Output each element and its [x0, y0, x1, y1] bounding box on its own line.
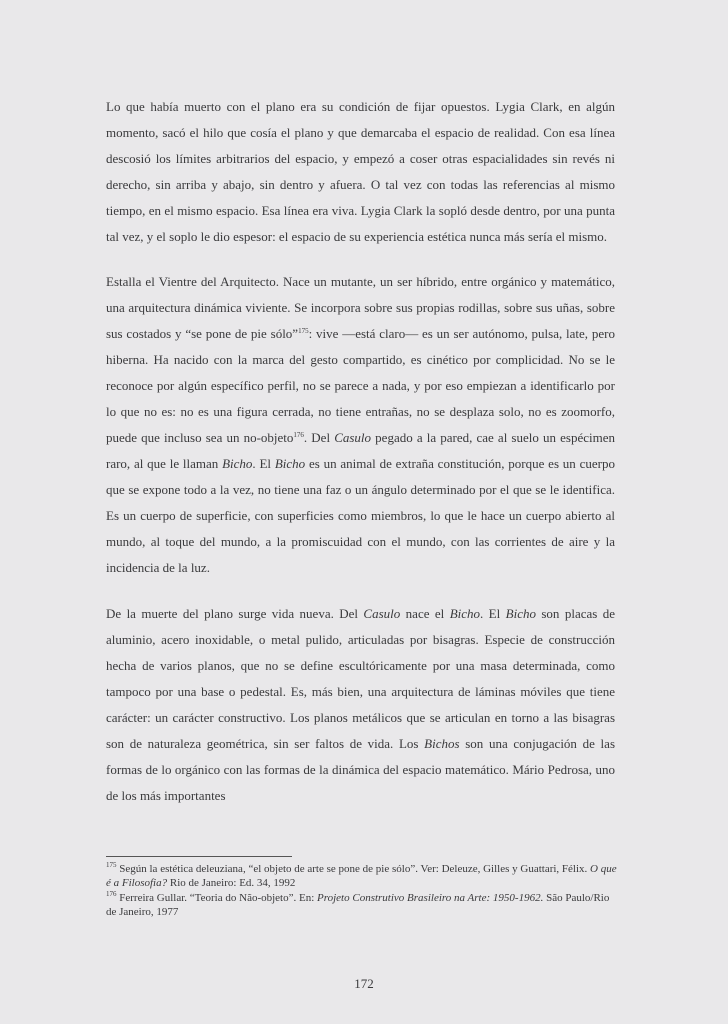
italic-term: Bicho: [505, 606, 536, 621]
paragraph-3-text: son una conjugación de las formas de lo orgánico con las formas de la dinámica del espacio matemático. Mário Pedrosa, uno de los más importantes: [106, 736, 616, 803]
footnote-text: Según la estética deleuziana, “el objeto de arte se pone de pie sólo”. Ver: Deleuze, Gilles y Guattari, Félix.: [116, 863, 591, 875]
paragraph-2-text: . Del: [303, 430, 335, 445]
italic-term: Bicho: [274, 456, 306, 471]
paragraph-2-text: Estalla el Vientre del Arquitecto. Nace un mutante, un ser híbrido, entre orgánico y matemático, una arquitectura dinámica viviente. Se incorpora sobre sus propias rodillas, sobre sus uñas, sobre sus costados y “se pone de pie sólo”: [106, 274, 615, 341]
footnote-title: O que é a Filosofia?: [106, 863, 617, 889]
footnote-text: Rio de Janeiro: Ed. 34, 1992: [167, 877, 296, 889]
paragraph-2-text: es un animal de extraña constitución, porque es un cuerpo que se expone todo a la vez, no tiene una faz o un ángulo determinado por el que se le identifica. Es un cuerpo de superficie, con superficies como miembros, lo que le hace un cuerpo abierto al mundo, al toque del mundo, a la promiscuidad con el mundo, con las corrientes de aire y la incidencia de la luz.: [106, 456, 615, 575]
paragraph-2-text: . El: [252, 456, 275, 471]
italic-term: Casulo: [363, 606, 401, 621]
paragraph-2-text: : vive —está claro— es un ser autónomo, pulsa, late, pero hiberna. Ha nacido con la marca del gesto compartido, es cinético por complicidad. No se le reconoce por algún específico perfil, no se parece a nada, y por eso empiezan a identificarlo por lo que no es: no es una figura cerrada, no tiene entrañas, no se desplaza solo, no es zoomorfo, puede que incluso sea un no-objeto: [106, 326, 615, 445]
paragraph-3-text: . El: [480, 606, 506, 621]
paragraph-3: [106, 601, 615, 809]
footnote-ref-175[interactable]: 175: [298, 327, 309, 335]
footnote-text: São Paulo/Rio de Janeiro, 1977: [106, 892, 610, 918]
paragraph-1: [106, 94, 615, 250]
body-text: [106, 94, 615, 826]
paragraph-3-text: son placas de aluminio, acero inoxidable, o metal pulido, articuladas por bisagras. Especie de construcción hecha de varios planos, que no se define escultóricamente por una masa determinada, como tampoco por una base o pedestal. Es, más bien, una arquitectura de láminas móviles que tiene carácter: un carácter constructivo. Los planos metálicos que se articulan en torno a las bisagras son de naturaleza geométrica, sin ser faltos de vida. Los: [106, 606, 615, 751]
footnote-number: 176: [106, 890, 117, 898]
footnote-divider: [106, 856, 292, 857]
footnote-175: [106, 862, 618, 890]
footnote-text: Ferreira Gullar. “Teoria do Não-objeto”. En:: [116, 892, 318, 904]
footnote-number: 175: [106, 861, 117, 869]
page-number: 172: [354, 976, 374, 991]
italic-term: Bichos: [424, 736, 460, 751]
footnote-176: [106, 891, 618, 919]
footnote-ref-176[interactable]: 176: [293, 431, 304, 439]
footnotes: [106, 862, 618, 920]
italic-term: Casulo: [334, 430, 372, 445]
paragraph-3-text: nace el: [400, 606, 450, 621]
footnote-title: Projeto Construtivo Brasileiro na Arte: 1950-1962.: [317, 892, 544, 904]
paragraph-2: [106, 269, 615, 581]
paragraph-2-text: pegado a la pared, cae al suelo un espécimen raro, al que le llaman: [106, 430, 615, 471]
italic-term: Bicho: [222, 456, 253, 471]
italic-term: Bicho: [449, 606, 481, 621]
paragraph-1-text: Lo que había muerto con el plano era su condición de fijar opuestos. Lygia Clark, en algún momento, sacó el hilo que cosía el plano y que demarcaba el espacio de realidad. Con esa línea descosió los límites arbitrarios del espacio, y empezó a coser otras espacialidades sin revés ni derecho, sin arriba y abajo, sin dentro y afuera. O tal vez con todas las referencias al mismo tiempo, en el mismo espacio. Esa línea era viva. Lygia Clark la sopló desde dentro, por una punta tal vez, y el soplo le dio espesor: el espacio de su experiencia estética nunca más sería el mismo.: [106, 99, 615, 244]
paragraph-3-text: De la muerte del plano surge vida nueva. Del: [106, 606, 364, 621]
